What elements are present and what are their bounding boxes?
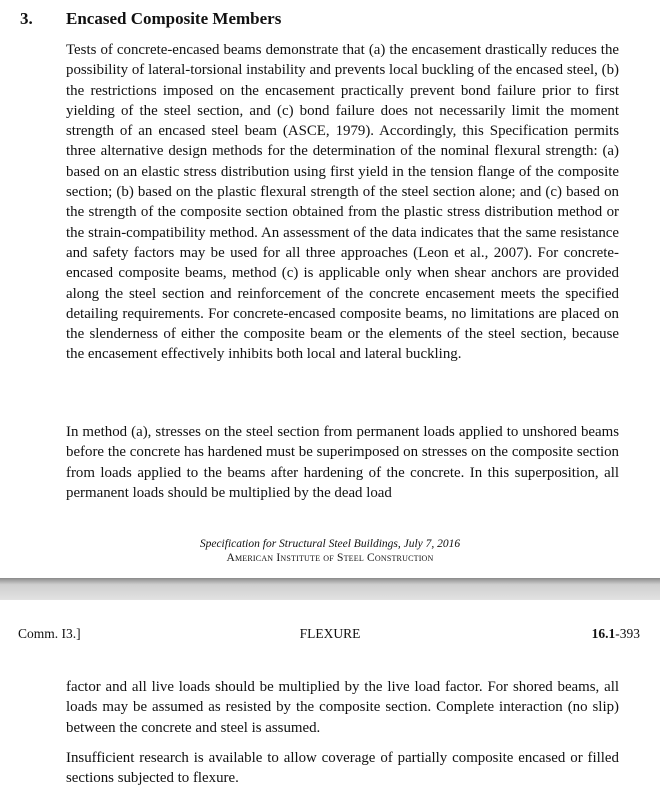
running-head-chapter: FLEXURE — [299, 626, 361, 641]
page-number-prefix: 16.1 — [591, 626, 616, 641]
body-paragraph-4: Insufficient research is available to allow coverage of partially composite encased or filled sections subjected to flexure. — [66, 750, 619, 787]
running-head-section: Comm. I3.] — [18, 626, 81, 641]
body-paragraph-3: factor and all live loads should be multiplied by the live load factor. For shored beams, all loads may be assumed as resisted by the composite section. Complete interaction (no slip) between the concrete and steel is assumed. — [66, 679, 619, 736]
page-footer — [0, 537, 660, 565]
page-separator — [0, 578, 660, 600]
footer-spec-title: Specification for Structural Steel Buildings, July 7, 2016 — [199, 538, 461, 550]
body-paragraph-2: In method (a), stresses on the steel section from permanent loads applied to unshored beams before the concrete has hardened must be superimposed on stresses on the composite section from loads applied to the beams after hardening of the concrete. In this superposition, all permanent loads should be multiplied by the dead load — [66, 424, 619, 501]
page-number — [592, 626, 640, 642]
body-paragraph-1: Tests of concrete-encased beams demonstrate that (a) the encasement drastically reduces the possibility of lateral-torsional instability and prevents local buckling of the encased steel, (b) the restrictions imposed on the encasement practically prevent bond failure prior to first yielding of the steel section, and (c) bond failure does not necessarily limit the moment strength of an encased steel beam (ASCE, 1979). Accordingly, this Specification permits three alternative design methods for the determination of the nominal flexural strength: (a) based on an elastic stress distribution using first yield in the tension flange of the composite section; (b) based on the plastic flexural strength of the steel section alone; and (c) based on the strength of the composite section obtained from the plastic stress distribution method or the strain-compatibility method. An assessment of the data indicates that the same resistance and safety factors may be used for all three approaches (Leon et al., 2007). For concrete-encased composite beams, method (c) is applicable only when shear anchors are provided along the steel section and reinforcement of the concrete encasement meets the specified detailing requirements. For concrete-encased composite beams, no limitations are placed on the slenderness of either the composite beam or the elements of the steel section, because the encasement effectively inhibits both local and lateral buckling. — [66, 42, 619, 363]
section-number: 3. — [20, 9, 33, 28]
document-page-lower — [0, 600, 660, 800]
section-title: Encased Composite Members — [66, 9, 282, 28]
page-number-suffix: -393 — [615, 626, 640, 641]
footer-publisher: American Institute of Steel Construction — [226, 552, 434, 564]
